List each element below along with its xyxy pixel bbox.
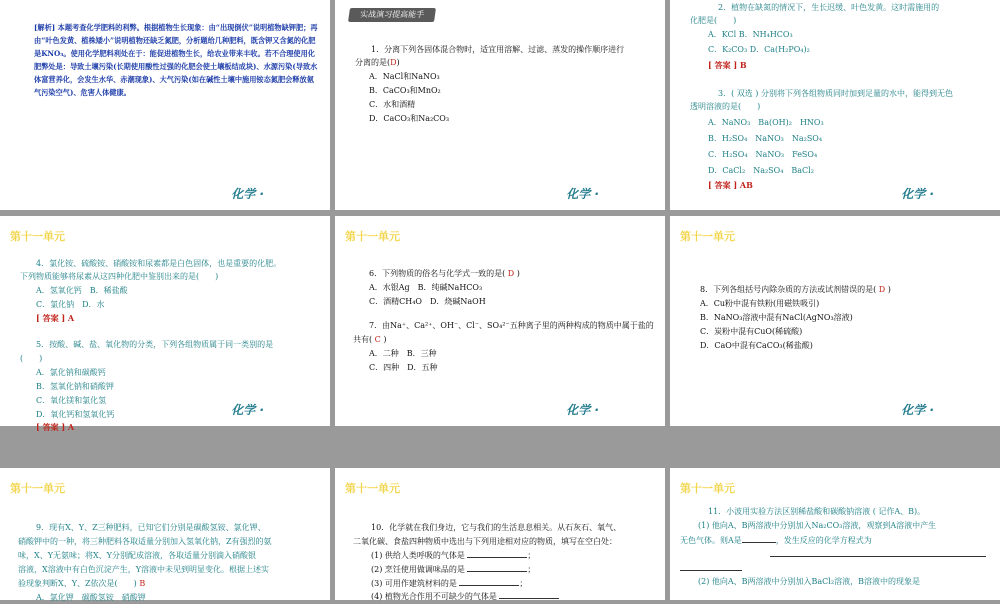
question-9-line-3: 溶液，X溶液中有白色沉淀产生，Y溶液中未见到明显变化。根据上述实 [18,565,269,574]
answer-4: [ 答案 ] A [36,313,75,323]
footer-label: 化学 · [231,403,264,417]
q8-option-a: A．Cu粉中混有铁粉(用磁铁吸引) [700,299,820,308]
answer-blank-3[interactable] [459,578,519,586]
q11-part-2: (2) 他向A、B两溶液中分别加入BaCl₂溶液，B溶液中的现象是 [698,577,920,586]
footer-label: 化学 · [566,187,599,201]
q3-option-c: C．H₂SO₄ NaNO₃ FeSO₄ [708,150,818,159]
answer-2: [ 答案 ] B [708,60,747,70]
q4-options-2: C．氯化钠 D．水 [36,300,105,309]
q5-option-a: A．氯化钠和碳酸钙 [36,368,106,377]
question-8-stem: 8．下列各组括号内除杂质的方法或试剂错误的是( [700,285,877,294]
section-banner: 实战演习提高能手 [348,8,436,22]
q5-option-d: D．氧化钙和氢氧化钙 [36,410,115,419]
q3-option-a: A．NaNO₃ Ba(OH)₂ HNO₃ [708,118,824,127]
q11-part-1-stem: 无色气体。则A是 [680,536,742,545]
question-7-cont [353,334,386,346]
q10-item-1-text: (1) 供给人类呼吸的气体是 [371,551,465,560]
answer-line-equation-2[interactable] [680,570,742,571]
question-1-cont [355,57,400,69]
q7-options-1: A．二种 B．三种 [369,349,437,358]
question-10: 10．化学就在我们身边，它与我们的生活息息相关。从石灰石、氧气、 [371,523,622,532]
q6-options-1: A．水银Ag B．纯碱NaHCO₃ [369,283,483,292]
q10-item-4 [371,591,559,603]
q7-options-2: C．四种 D．五种 [369,363,438,372]
q3-option-b: B．H₂SO₄ NaNO₃ Na₂SO₄ [708,134,823,143]
answer-5: [ 答案 ] A [36,422,75,432]
answer-blank-1[interactable] [467,550,527,558]
question-9-line-1: 硝酸钾中的一种，将三种肥料各取适量分别加入氢氧化钠，Z有强烈的氨 [18,537,272,546]
question-2: 2．植物在缺氮的情况下，生长迟缓、叶色发黄。这时需施用的 [718,3,940,12]
question-4-cont: 下列物质能够将尿素从这四种化肥中鉴别出来的是( ) [20,272,219,281]
question-1-close: ) [396,58,400,67]
q10-item-2-text: (2) 烹饪使用做调味品的是 [371,565,465,574]
option-a: A．NaCl和NaNO₃ [369,72,440,81]
unit-label: 第十一单元 [680,230,735,243]
answer-blank-2[interactable] [467,564,527,572]
q5-option-b: B．氢氧化钠和硝酸钾 [36,382,114,391]
question-1-stem: 分离的是( [355,58,391,67]
slide-8[interactable] [335,468,665,600]
question-10-cont: 二氧化碳、食盐四种物质中选出与下列用途相对应的物质，填写在空白处： [353,537,617,546]
answer-blank-4[interactable] [499,591,559,599]
question-6 [369,268,520,280]
footer-label: 化学 · [231,187,264,201]
question-9-line-2: 味，X、Y无氨味；将X、Y分别配成溶液，各取适量分别滴入硝酸银 [18,551,256,560]
slide-9[interactable] [670,468,1000,600]
slide-3[interactable] [670,0,1000,210]
question-4: 4．氯化铵、硫酸铵、硝酸铵和尿素都是白色固体，也是重要的化肥。 [36,259,282,268]
q8-option-d: D．CaO中混有CaCO₃(稀盐酸) [700,341,813,350]
slide-5[interactable] [335,216,665,426]
q9-option-a-partial: A．氯化钾 碳酸氢铵 硝酸钾 [36,593,146,602]
question-7: 7．由Na⁺、Ca²⁺、OH⁻、Cl⁻、SO₄²⁻五种离子里的两种构成的物质中属于盐的 [369,321,654,330]
answer-mark-6: D [507,269,515,278]
question-7-close: ) [383,335,387,344]
option-b: B．CaCO₃和MnO₂ [369,86,441,95]
q10-item-2: (2) 烹饪使用做调味品的是 ； [371,565,536,574]
question-9: 9．现有X、Y、Z三种肥料，已知它们分别是碳酸氢铵、氯化钾、 [36,523,266,532]
answer-mark-1: D [390,58,397,67]
question-11: 11．小波用实验方法区别稀盐酸和碳酸钠溶液 ( 记作A、B)。 [708,507,926,516]
question-9-line-4 [18,578,145,590]
footer-label: 化学 · [566,403,599,417]
question-7-stem: 共有( [353,335,373,344]
question-5: 5．按酸、碱、盐、氧化物的分类，下列各组物质属于同一类别的是 [36,340,274,349]
unit-label: 第十一单元 [680,482,735,495]
question-6-stem: 6．下列物质的俗名与化学式一致的是( [369,269,506,278]
option-d: D．CaCO₃和Na₂CO₃ [369,114,450,123]
question-3: 3．( 双选 ) 分别将下列各组物质同时加到足量的水中，能得到无色 [718,89,953,98]
q8-option-c: C．炭粉中混有CuO(稀硫酸) [700,327,803,336]
slide-6[interactable] [670,216,1000,426]
slide-4[interactable] [0,216,330,432]
question-2-cont: 化肥是( ) [690,16,737,25]
option-c: C．水和酒精 [369,100,416,109]
answer-mark-9: B [139,579,146,588]
question-1: 1．分离下列各固体混合物时，适宜用溶解、过滤、蒸发的操作顺序进行 [371,45,625,54]
answer-line-equation[interactable] [770,556,986,557]
unit-label: 第十一单元 [10,230,65,243]
question-9-last-text: 验现象判断X、Y、Z依次是( ) [18,579,137,588]
question-3-cont: 透明溶液的是( ) [690,102,761,111]
answer-3: [ 答案 ] AB [708,180,753,190]
q4-options-1: A．氢氧化钙 B．稀盐酸 [36,286,128,295]
q10-item-3-text: (3) 可用作建筑材料的是 [371,579,457,588]
analysis-text: [解析] 本题考查化学肥料的利弊。根据植物生长现象：由“出现倒伏”说明植物缺钾肥；再由“叶色发黄、植株矮小”说明植物还缺乏氮肥，分析题给几种肥料，既含钾又含氮的化肥是KNO₃。使用化学肥料利处在于：能促进植物生长，给农业带来丰收。若不合理使用化肥弊处是：导致土壤污染(长期使用酸性过强的化肥会使土壤板结成块)、水源污染(导致水体富营养化，会发生水华、赤潮现象)、大气污染(如在碱性土壤中施用铵态氮肥会释放氨气污染空气)、危害人体健康。 [34,23,318,97]
q10-item-3: (3) 可用作建筑材料的是 ； [371,579,528,588]
question-8-close: ) [887,285,891,294]
q10-item-4-text: (4) 植物光合作用不可缺少的气体是 [371,592,497,601]
q10-item-1: (1) 供给人类呼吸的气体是 ； [371,551,536,560]
question-6-close: ) [516,269,520,278]
answer-mark-8: D [878,285,886,294]
q6-options-2: C．酒精CH₄O D．烧碱NaOH [369,297,486,306]
q11-part-1: (1) 他向A、B两溶液中分别加入Na₂CO₃溶液，观察到A溶液中产生 [698,521,937,530]
question-8 [700,284,891,296]
question-2-options-2: C．K₂CO₃ D．Ca(H₂PO₄)₂ [708,45,810,54]
q11-part-1-cont [680,535,872,547]
footer-label: 化学 · [901,187,934,201]
footer-label: 化学 · [901,403,934,417]
q8-option-b: B．NaNO₃溶液中混有NaCl(AgNO₃溶液) [700,313,853,322]
answer-mark-7: C [374,335,381,344]
question-2-options-1: A．KCl B．NH₄HCO₃ [708,30,793,39]
unit-label: 第十一单元 [345,230,400,243]
q11-part-1-equation-prompt: ，发生反应的化学方程式为 [775,536,872,545]
slide-7[interactable] [0,468,330,600]
q5-option-c: C．氧化镁和氯化氢 [36,396,107,405]
slide-1[interactable] [0,0,330,210]
unit-label: 第十一单元 [10,482,65,495]
slide-2[interactable] [335,0,665,210]
question-5-cont: ( ) [20,354,43,363]
answer-blank-a[interactable] [742,535,776,543]
q3-option-d: D．CaCl₂ Na₂SO₄ BaCl₂ [708,166,814,175]
unit-label: 第十一单元 [345,482,400,495]
